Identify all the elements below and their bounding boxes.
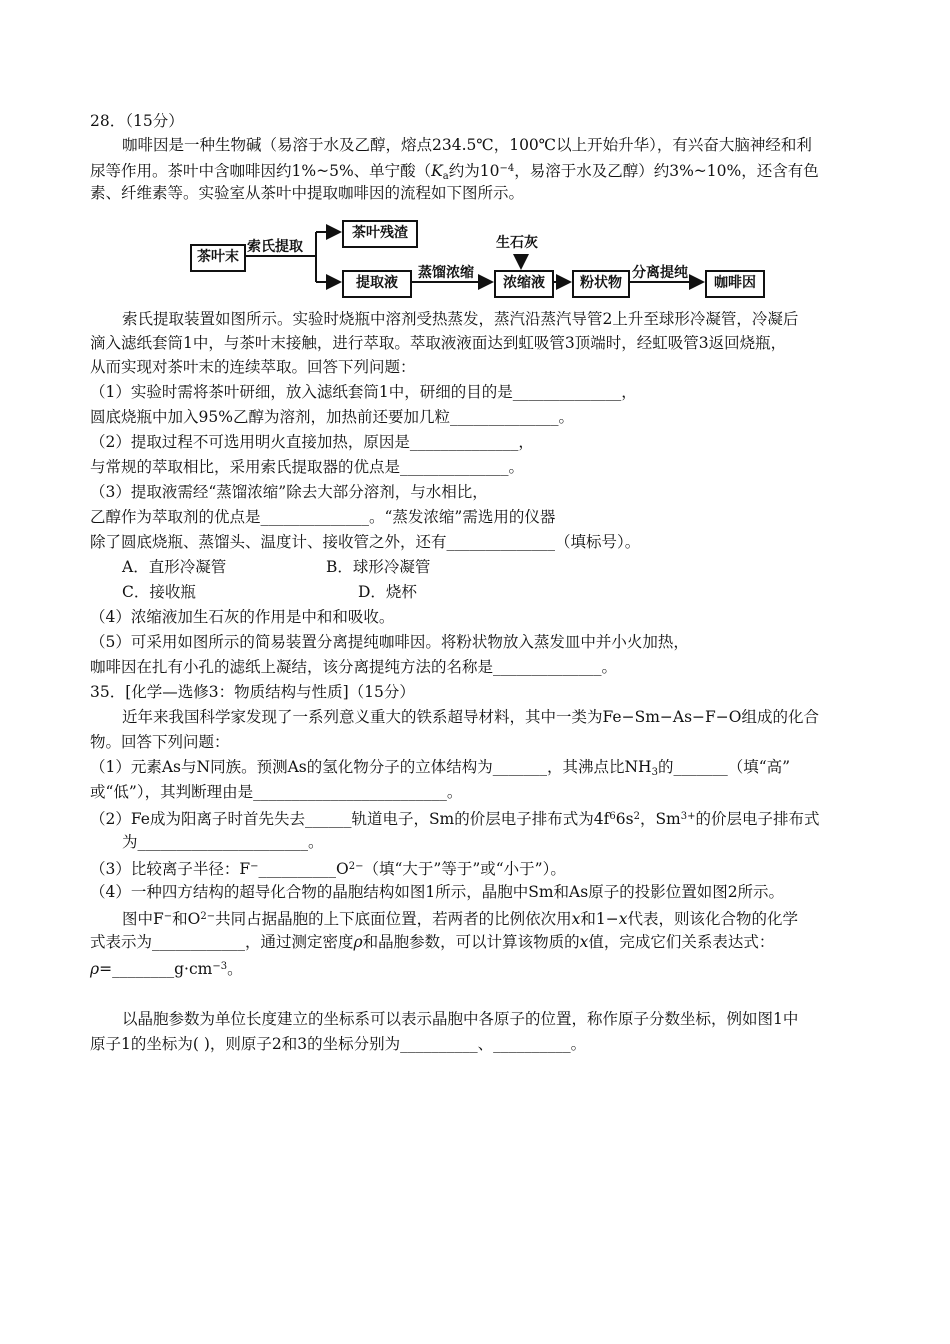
q28-sub4: （4）浓缩液加生石灰的作用是中和和吸收。 <box>90 608 395 626</box>
q35-sub4-line3: 式表示为____________，通过测定密度ρ和晶胞参数，可以计算该物质的x值，完成它们关系表达式： <box>90 933 775 951</box>
q28-option-c: C．接收瓶 <box>122 583 196 601</box>
q28-sub3-line1: （3）提取液需经“蒸馏浓缩”除去大部分溶剂，与水相比， <box>90 483 488 501</box>
q35-intro-line1: 近年来我国科学家发现了一系列意义重大的铁系超导材料，其中一类为Fe−Sm−As−F−O组成的化合 <box>122 708 819 726</box>
q35-sub4-line4: $\rho=\_\_\_\_\_\_\_\_g\cdot cm^{-3}$。 <box>90 960 243 978</box>
q28-option-a: A．直形冷凝管 <box>122 558 227 576</box>
q28-apparatus-line2: 滴入滤纸套筒1中，与茶叶末接触，进行萃取。萃取液液面达到虹吸管3顶端时，经虹吸管3返回烧瓶， <box>90 334 787 352</box>
q28-sub5-line2: 咖啡因在扎有小孔的滤纸上凝结，该分离提纯方法的名称是______________。 <box>90 658 618 676</box>
flow-box-powder: 粉状物 <box>572 270 630 298</box>
q35-sub1-line2: 或“低”），其判断理由是_________________________。 <box>90 783 463 801</box>
q28-option-d: D．烧杯 <box>358 583 417 601</box>
q28-sub3-line2: 乙醇作为萃取剂的优点是______________。“蒸发浓缩”需选用的仪器 <box>90 508 556 526</box>
flow-box-extract: 提取液 <box>342 270 412 298</box>
flow-label-soxhlet: 索氏提取 <box>247 239 303 255</box>
q28-intro-line1: 咖啡因是一种生物碱（易溶于水及乙醇，熔点234.5℃，100℃以上开始升华），有兴奋大脑神经和利 <box>122 136 812 154</box>
q28-intro-line3: 素、纤维素等。实验室从茶叶中提取咖啡因的流程如下图所示。 <box>90 184 525 202</box>
q28-sub3-line3: 除了圆底烧瓶、蒸馏头、温度计、接收管之外，还有______________（填标号）。 <box>90 533 641 551</box>
flow-box-concentrate: 浓缩液 <box>494 270 554 298</box>
q35-header: 35．[化学—选修3：物质结构与性质]（15分） <box>90 683 415 701</box>
q28-sub2-line2: 与常规的萃取相比，采用索氏提取器的优点是______________。 <box>90 458 525 476</box>
q35-sub4-line6: 原子1的坐标为( )，则原子2和3的坐标分别为__________、__________。 <box>90 1035 587 1053</box>
flow-box-tea-residue: 茶叶残渣 <box>342 220 418 248</box>
q35-sub4-line2: 图中F−和$O^{2-}$共同占据晶胞的上下底面位置，若两者的比例依次用x和1−x代表，则该化合物的化学 <box>122 910 799 928</box>
flow-box-tea-powder: 茶叶末 <box>190 244 246 272</box>
q35-sub2-line1: （2）Fe成为阳离子时首先失去______轨道电子，Sm的价层电子排布式为$4f^66s^2$，$Sm^{3+}$的价层电子排布式 <box>90 810 820 828</box>
q28-sub1-line2: 圆底烧瓶中加入95%乙醇为溶剂，加热前还要加几粒______________。 <box>90 408 574 426</box>
flow-label-separate: 分离提纯 <box>632 265 688 281</box>
q35-intro-line2: 物。回答下列问题： <box>90 733 230 751</box>
flow-label-quicklime: 生石灰 <box>496 235 538 251</box>
q35-sub4-line1: （4）一种四方结构的超导化合物的晶胞结构如图1所示，晶胞中Sm和As原子的投影位置如图2所示。 <box>90 883 785 901</box>
flow-box-caffeine: 咖啡因 <box>705 270 765 298</box>
q28-apparatus-line3: 从而实现对茶叶末的连续萃取。回答下列问题： <box>90 358 416 376</box>
q35-sub4-line5: 以晶胞参数为单位长度建立的坐标系可以表示晶胞中各原子的位置，称作原子分数坐标，例如图1中 <box>122 1010 799 1028</box>
q28-apparatus-line1: 索氏提取装置如图所示。实验时烧瓶中溶剂受热蒸发，蒸汽沿蒸汽导管2上升至球形冷凝管，冷凝后 <box>122 310 799 328</box>
q35-sub3: （3）比较离子半径：$F^-\_\_\_\_\_\_\_\_\_\_O^{2-}$（填“大于”等于”或“小于”）。 <box>90 860 566 878</box>
flow-label-distill: 蒸馏浓缩 <box>418 265 474 281</box>
q28-intro-line2: 尿等作用。茶叶中含咖啡因约1%~5%、单宁酸（$K_a$约为$10^{-4}$，易溶于水及乙醇）约3%~10%，还含有色 <box>90 162 819 182</box>
q28-sub2-line1: （2）提取过程不可选用明火直接加热，原因是______________， <box>90 433 534 451</box>
q35-sub2-line2: 为______________________。 <box>122 833 324 851</box>
q28-option-b: B．球形冷凝管 <box>326 558 431 576</box>
q28-sub1-line1: （1）实验时需将茶叶研细，放入滤纸套筒1中，研细的目的是______________， <box>90 383 637 401</box>
q28-header: 28．（15分） <box>90 112 184 130</box>
q28-sub5-line1: （5）可采用如图所示的简易装置分离提纯咖啡因。将粉状物放入蒸发皿中并小火加热， <box>90 633 689 651</box>
q35-sub1-line1: （1）元素As与N同族。预测As的氢化物分子的立体结构为_______，其沸点比$NH_3$的_______（填“高” <box>90 758 791 778</box>
